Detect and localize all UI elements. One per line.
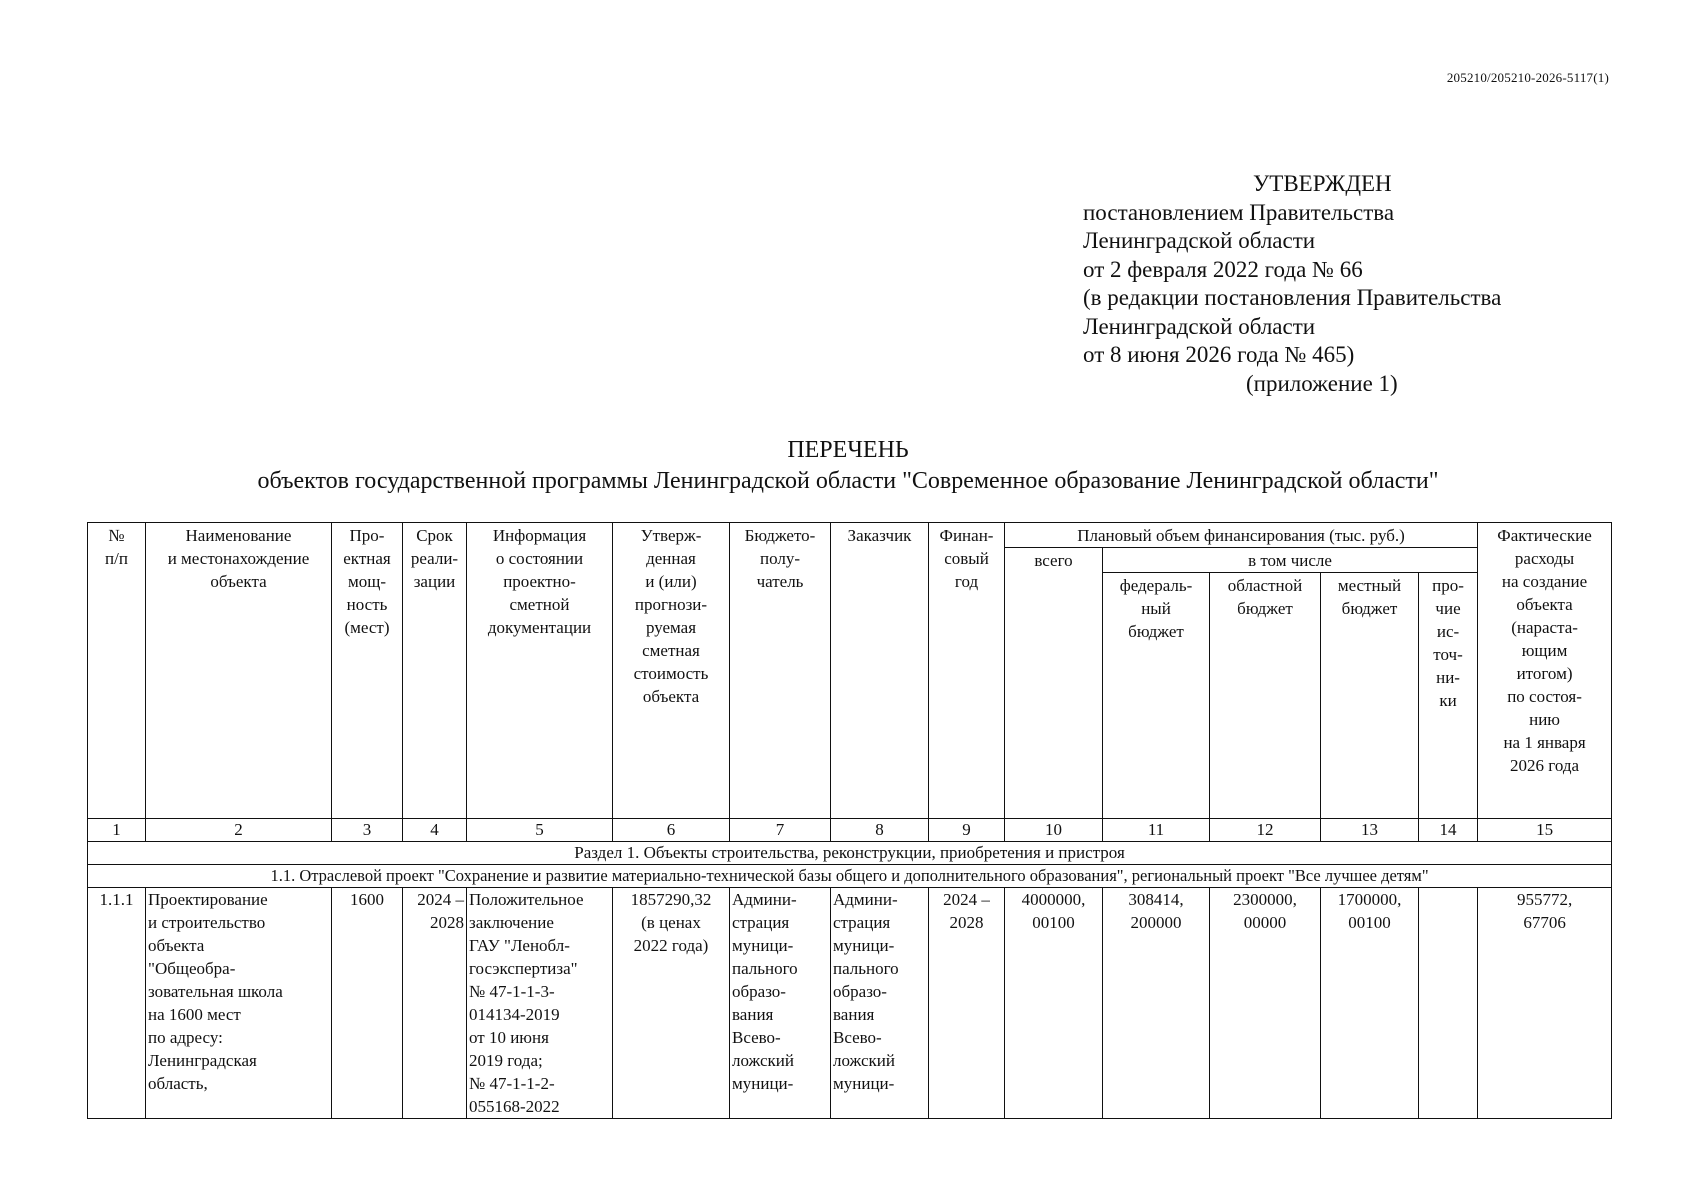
subsection-row (88, 865, 1612, 888)
row-other (1419, 888, 1478, 1119)
row-cost: 1857290,32 (в ценах 2022 года) (613, 888, 730, 1119)
header-num: № п/п (88, 523, 146, 819)
row-recipient: Админи- страция муници- пального образо- вания Всево- ложский муници- (730, 888, 831, 1119)
approval-heading: УТВЕРЖДЕН (1253, 171, 1392, 196)
column-number: 6 (613, 819, 730, 842)
header-capacity: Про- ектная мощ- ность (мест) (332, 523, 403, 819)
subsection-title: 1.1. Отраслевой проект "Сохранение и развитие материально-технической базы общего и дополнительного образования", региональный проект "Все лучшее детям" (88, 865, 1612, 888)
column-number: 14 (1419, 819, 1478, 842)
column-number: 10 (1005, 819, 1103, 842)
approval-line: постановлением Правительства (1083, 199, 1395, 225)
header-other: про- чие ис- точ- ни- ки (1419, 573, 1478, 819)
row-actual: 955772, 67706 (1478, 888, 1612, 1119)
header-including: в том числе (1103, 548, 1478, 573)
approval-line: Ленинградской области (1083, 313, 1316, 339)
header-federal: федераль- ный бюджет (1103, 573, 1210, 819)
row-num: 1.1.1 (88, 888, 146, 1119)
approval-line: от 2 февраля 2022 года № 66 (1083, 256, 1363, 282)
column-number: 4 (403, 819, 467, 842)
header-name: Наименование и местонахождение объекта (146, 523, 332, 819)
column-number: 1 (88, 819, 146, 842)
row-regional: 2300000, 00000 (1210, 888, 1321, 1119)
row-total: 4000000, 00100 (1005, 888, 1103, 1119)
header-period: Срок реали- зации (403, 523, 467, 819)
row-local: 1700000, 00100 (1321, 888, 1419, 1119)
objects-table (87, 522, 1612, 1119)
column-number: 7 (730, 819, 831, 842)
header-recipient: Бюджето- полу- чатель (730, 523, 831, 819)
row-docs: Положительное заключение ГАУ "Ленобл- госэкспертиза" № 47-1-1-3- 014134-2019 от 10 июня 2019 года; № 47-1-1-2- 055168-2022 (467, 888, 613, 1119)
column-number: 13 (1321, 819, 1419, 842)
document-title: ПЕРЕЧЕНЬ (787, 437, 909, 463)
approval-appendix: (приложение 1) (1246, 370, 1398, 396)
section-row (88, 842, 1612, 865)
approval-block (1083, 170, 1501, 398)
header-planned-financing: Плановый объем финансирования (тыс. руб.) (1005, 523, 1478, 548)
row-fin-year: 2024 – 2028 (929, 888, 1005, 1119)
header-fin-year: Финан- совый год (929, 523, 1005, 819)
approval-line: (в редакции постановления Правительства (1083, 285, 1502, 310)
document-number: 205210/205210-2026-5117(1) (1446, 70, 1609, 85)
header-customer: Заказчик (831, 523, 929, 819)
column-number: 5 (467, 819, 613, 842)
approval-line: от 8 июня 2026 года № 465) (1083, 342, 1355, 367)
column-number-row (88, 819, 1612, 842)
header-local: местный бюджет (1321, 573, 1419, 819)
column-number: 3 (332, 819, 403, 842)
column-number: 15 (1478, 819, 1612, 842)
header-actual: Фактические расходы на создание объекта (нараста- ющим итогом) по состоя- нию на 1 января 2026 года (1478, 523, 1612, 819)
row-federal: 308414, 200000 (1103, 888, 1210, 1119)
header-row (88, 523, 1612, 548)
column-number: 12 (1210, 819, 1321, 842)
header-docs: Информация о состоянии проектно- сметной документации (467, 523, 613, 819)
header-total: всего (1005, 548, 1103, 819)
header-regional: областной бюджет (1210, 573, 1321, 819)
section-title: Раздел 1. Объекты строительства, реконструкции, приобретения и пристроя (88, 842, 1612, 865)
row-customer: Админи- страция муници- пального образо- вания Всево- ложский муници- (831, 888, 929, 1119)
column-number: 2 (146, 819, 332, 842)
column-number: 11 (1103, 819, 1210, 842)
row-name: Проектирование и строительство объекта "Общеобра- зовательная школа на 1600 мест по адресу: Ленинградская область, (146, 888, 332, 1119)
table-row (88, 888, 1612, 1119)
row-capacity: 1600 (332, 888, 403, 1119)
row-period: 2024 – 2028 (403, 888, 467, 1119)
column-number: 9 (929, 819, 1005, 842)
header-cost: Утверж- денная и (или) прогнози- руемая сметная стоимость объекта (613, 523, 730, 819)
column-number: 8 (831, 819, 929, 842)
approval-line: Ленинградской области (1083, 228, 1316, 253)
document-subtitle: объектов государственной программы Ленинградской области "Современное образование Ленинградской области" (257, 468, 1439, 494)
